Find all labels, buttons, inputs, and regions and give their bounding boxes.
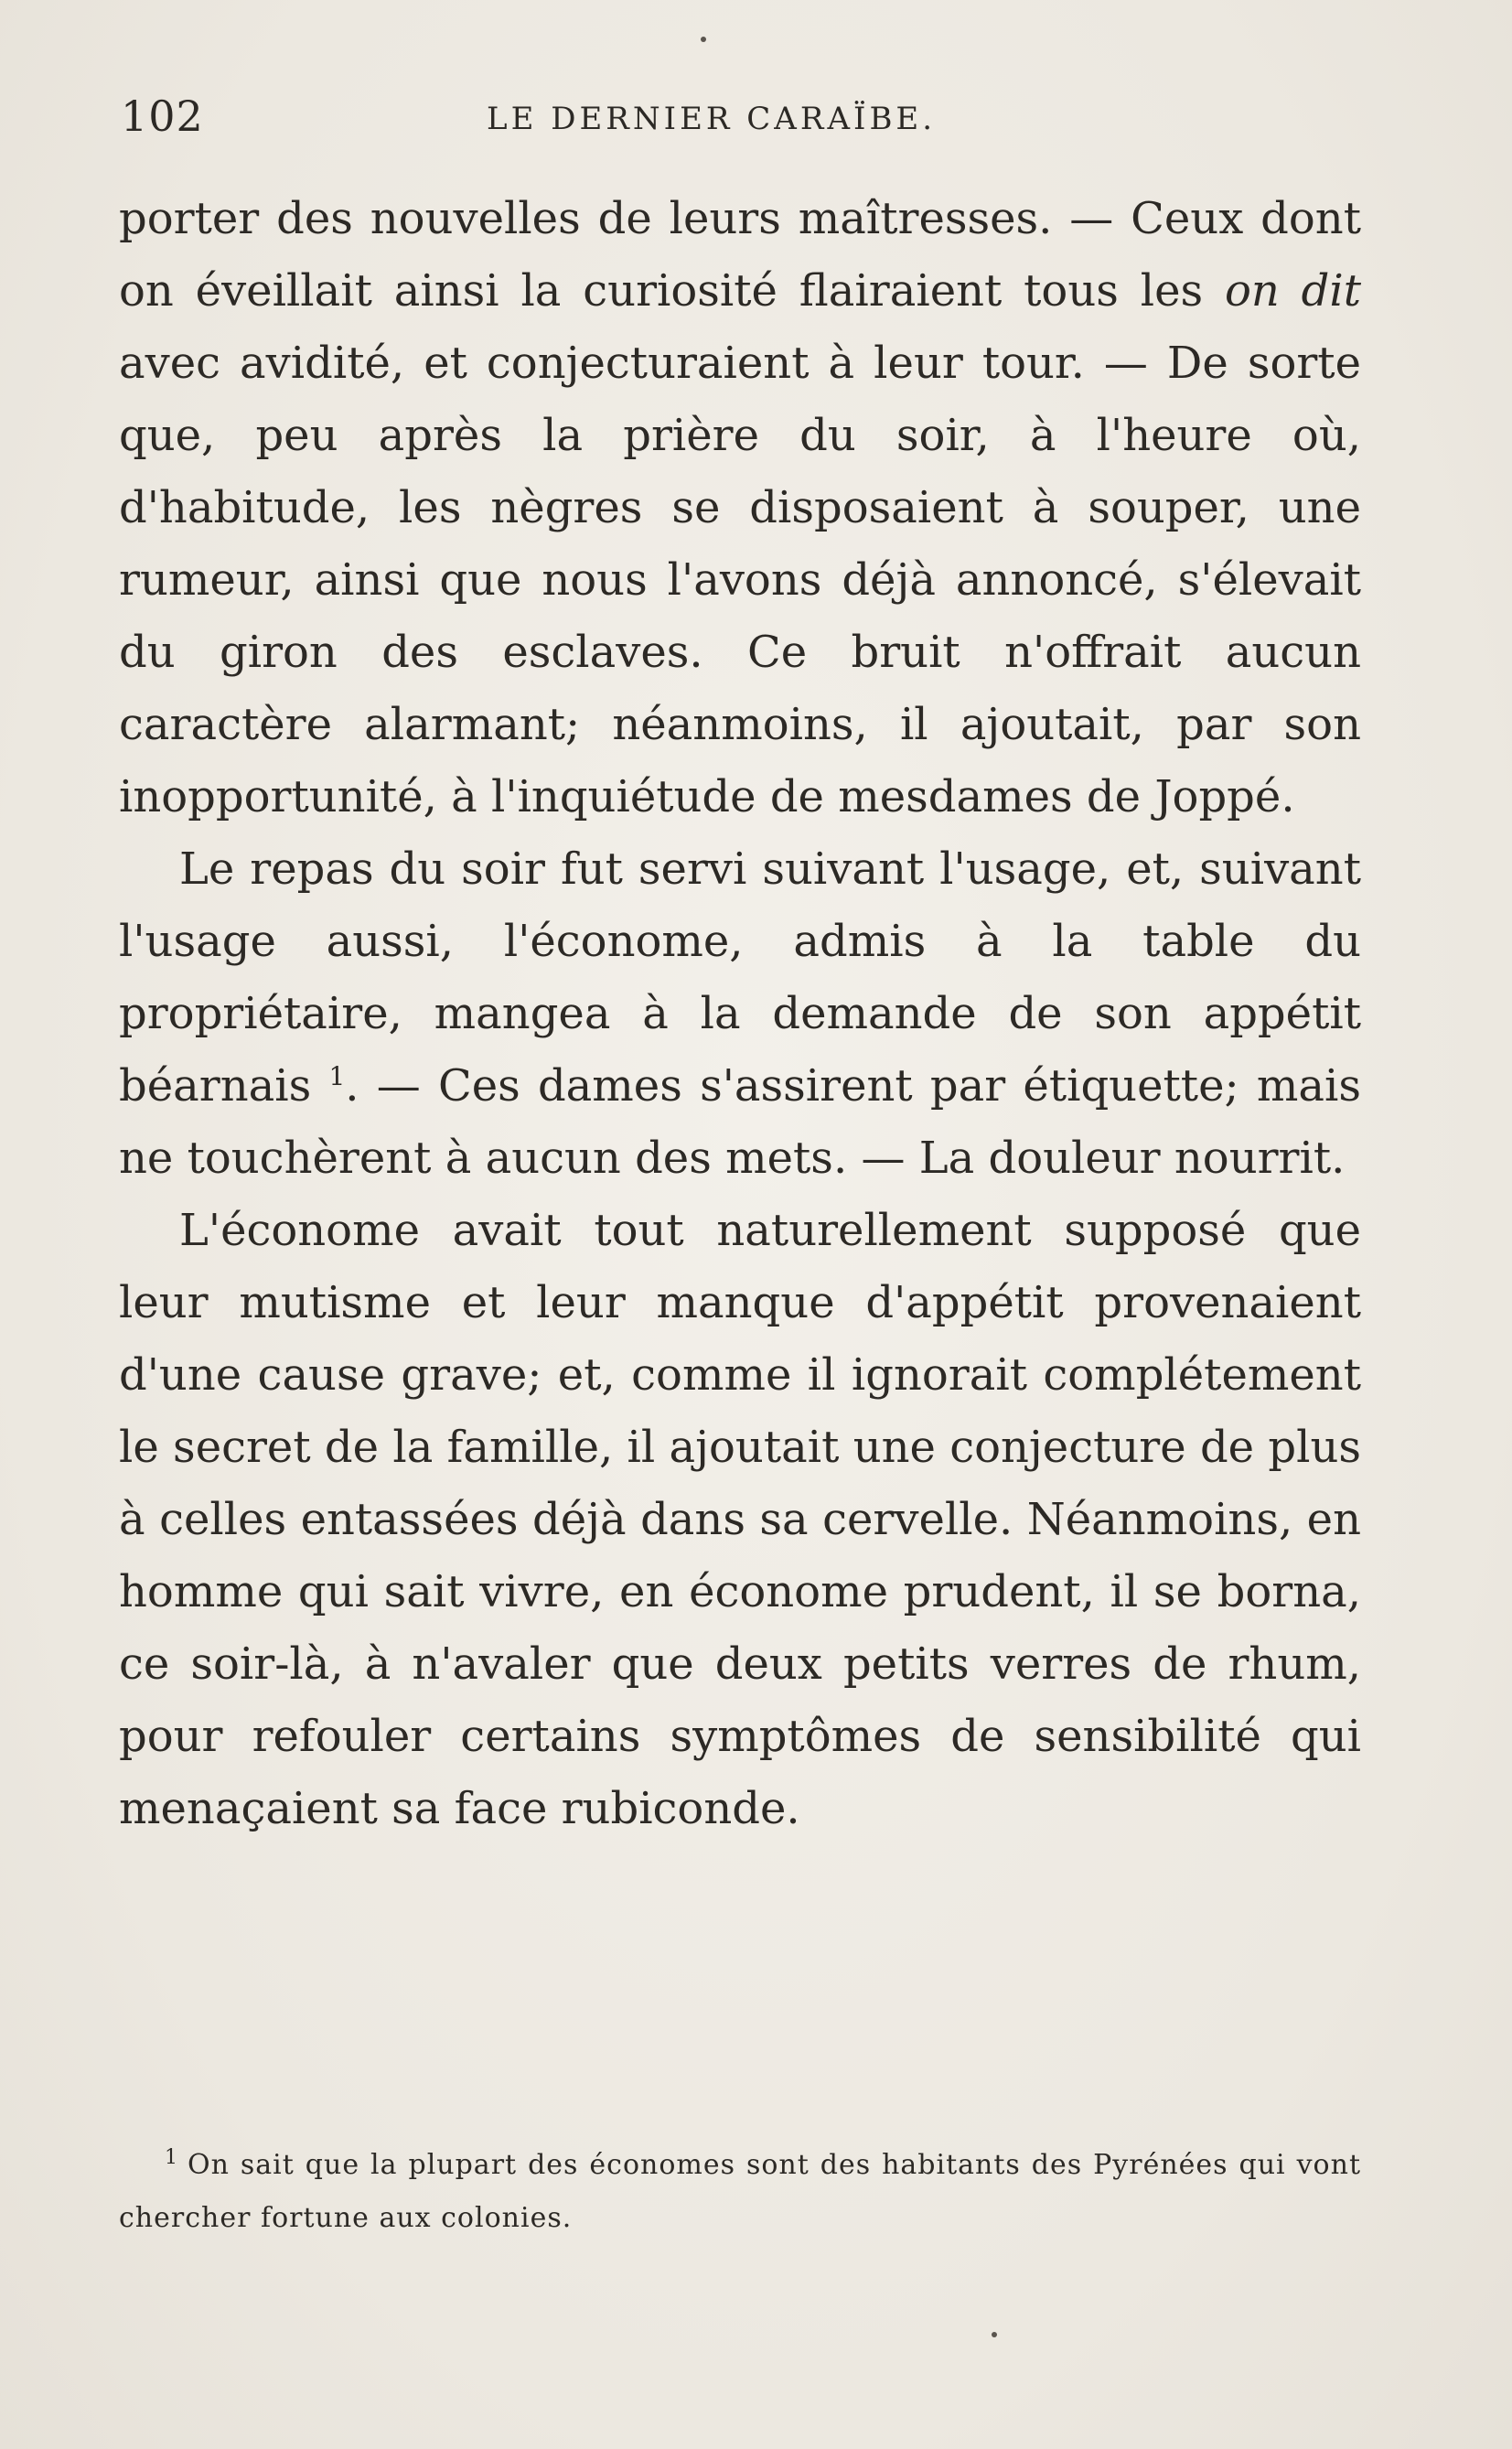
paragraph-3-text: L'économe avait tout naturellement supposé que leur mutisme et leur manque d'appétit provenaient d'une cause grave; et, comme il ignorait complétement le secret de la famille, il ajoutait une conjecture de plus à celles entassées déjà dans sa cervelle. Néanmoins, en homme qui sait vivre, en économe prudent, il se borna, ce soir-là, à n'avaler que deux petits verres de rhum, pour refouler certains symptômes de sensibilité qui menaçaient sa face rubiconde. [119, 1205, 1361, 1834]
page-header [121, 91, 1365, 146]
footnote-mark: 1 [165, 2146, 178, 2169]
paragraph-1-text-a: porter des nouvelles de leurs maîtresses. — Ceux dont on éveillait ainsi la curiosité flairaient tous les [119, 193, 1361, 317]
print-speck [701, 37, 706, 42]
paragraph-2 [119, 833, 1361, 1195]
paragraph-1 [119, 183, 1361, 833]
paragraph-2-text-b: . — Ces dames s'assirent par étiquette; mais ne touchèrent à aucun des mets. — La douleur nourrit. [119, 1060, 1361, 1184]
footnote [119, 2139, 1361, 2245]
footnote-text: On sait que la plupart des économes sont des habitants des Pyrénées qui vont chercher fortune aux colonies. [119, 2149, 1361, 2234]
print-speck [992, 2332, 997, 2337]
page-number: 102 [121, 91, 204, 141]
running-title: LE DERNIER CARAÏBE. [487, 101, 937, 137]
paragraph-1-text-b: avec avidité, et conjecturaient à leur tour. — De sorte que, peu après la prière du soir, à l'heure où, d'habitude, les nègres se disposaient à souper, une rumeur, ainsi que nous l'avons déjà annoncé, s'élevait du giron des esclaves. Ce bruit n'offrait aucun caractère alarmant; néanmoins, il ajoutait, par son inopportunité, à l'inquiétude de mesdames de Joppé. [119, 338, 1361, 822]
paragraph-1-italic: on dit [1224, 265, 1361, 317]
body-text [119, 183, 1361, 1845]
footnote-reference: 1 [328, 1061, 346, 1091]
paragraph-2-text-a: Le repas du soir fut servi suivant l'usage, et, suivant l'usage aussi, l'économe, admis à la table du propriétaire, mangea à la demande de son appétit béarnais [119, 843, 1361, 1112]
paragraph-3 [119, 1195, 1361, 1845]
